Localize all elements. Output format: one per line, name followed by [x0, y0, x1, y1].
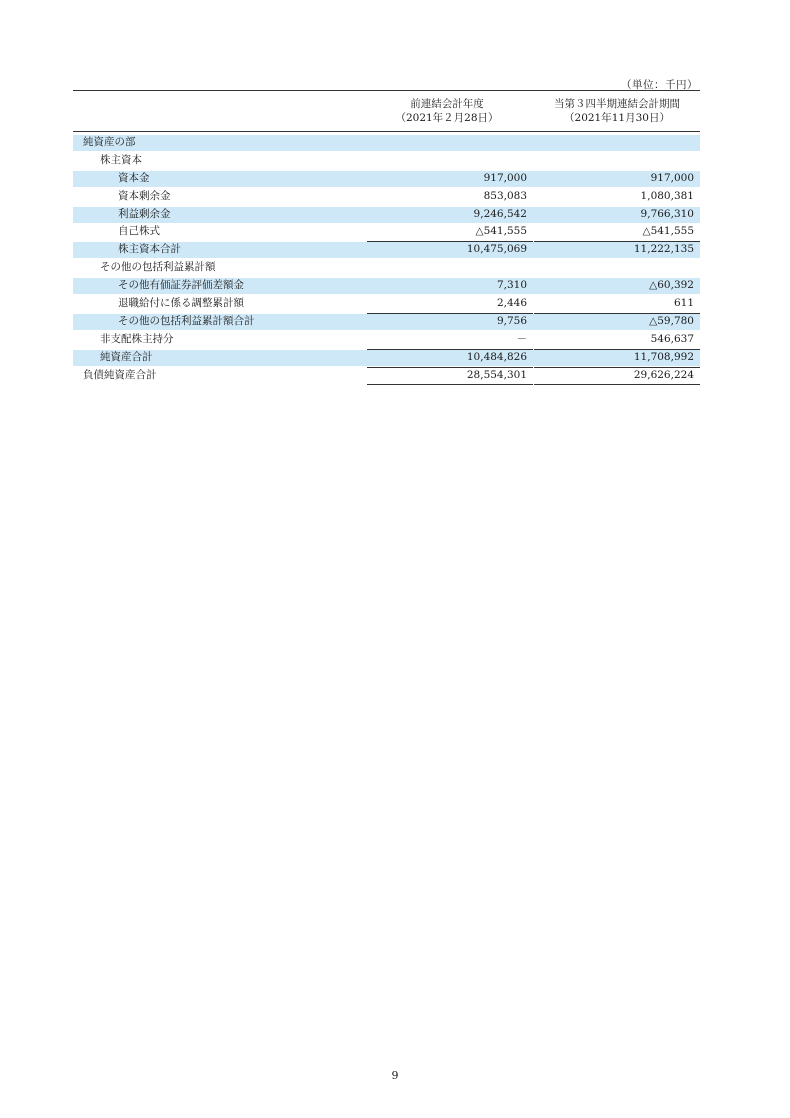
prev-value: 917,000 [483, 171, 527, 184]
table-row [73, 152, 700, 170]
column-header-prev [367, 97, 527, 125]
prev-value: － [516, 332, 527, 345]
grand-total-bottom-rule [367, 384, 533, 385]
curr-value: 1,080,381 [640, 189, 694, 202]
curr-value: 11,222,135 [633, 243, 694, 256]
column-header-curr [534, 97, 700, 125]
column-header-prev-date: （2021年２月28日） [395, 112, 499, 124]
prev-value: 853,083 [483, 189, 527, 202]
row-label: その他の包括利益累計額合計 [118, 314, 255, 327]
curr-value: △60,392 [649, 279, 694, 292]
row-label: 退職給付に係る調整累計額 [118, 297, 244, 310]
header-rule [73, 131, 700, 132]
prev-value: △541,555 [475, 225, 527, 238]
curr-value: 9,766,310 [640, 207, 694, 220]
table-row [73, 170, 700, 188]
row-label: 自己株式 [118, 225, 160, 238]
table-row [73, 206, 700, 224]
table-row [73, 223, 700, 241]
unit-label: （単位：千円） [621, 79, 698, 91]
table-row [73, 188, 700, 206]
column-header-curr-title: 当第３四半期連結会計期間 [554, 98, 680, 110]
column-header-prev-title: 前連結会計年度 [410, 98, 484, 110]
prev-value: 2,446 [496, 297, 527, 310]
curr-value: 917,000 [650, 171, 694, 184]
top-rule [73, 90, 700, 91]
prev-value: 9,246,542 [473, 207, 527, 220]
page-number: 9 [391, 1069, 399, 1082]
curr-value: 546,637 [650, 332, 694, 345]
table-row-grand-total [73, 367, 700, 385]
column-header-curr-date: （2021年11月30日） [564, 112, 670, 124]
curr-value: △59,780 [649, 314, 694, 327]
table-row [73, 134, 700, 152]
table-row-subtotal [73, 313, 700, 331]
prev-value: 10,484,826 [466, 350, 527, 363]
prev-value: 28,554,301 [466, 368, 527, 381]
table-row [73, 295, 700, 313]
row-label: 純資産合計 [100, 350, 153, 363]
row-label: 純資産の部 [83, 136, 136, 148]
row-label: その他の包括利益累計額 [100, 261, 216, 274]
table-row-subtotal [73, 241, 700, 259]
row-label: 資本金 [118, 171, 150, 184]
table-row-total [73, 349, 700, 367]
curr-value: 29,626,224 [633, 368, 694, 381]
balance-sheet-table [73, 134, 700, 384]
curr-value: △541,555 [642, 225, 694, 238]
row-label: 資本剰余金 [118, 189, 171, 202]
table-row [73, 277, 700, 295]
row-label: その他有価証券評価差額金 [118, 279, 244, 292]
prev-value: 9,756 [496, 314, 527, 327]
grand-total-bottom-rule [534, 384, 700, 385]
table-row [73, 331, 700, 349]
row-label: 非支配株主持分 [100, 332, 174, 345]
curr-value: 611 [673, 297, 694, 310]
row-label: 株主資本 [100, 153, 142, 166]
row-label: 負債純資産合計 [83, 368, 157, 381]
row-label: 株主資本合計 [118, 243, 181, 256]
table-row [73, 259, 700, 277]
curr-value: 11,708,992 [633, 350, 694, 363]
row-label: 利益剰余金 [118, 207, 171, 220]
prev-value: 7,310 [496, 279, 527, 292]
prev-value: 10,475,069 [466, 243, 527, 256]
